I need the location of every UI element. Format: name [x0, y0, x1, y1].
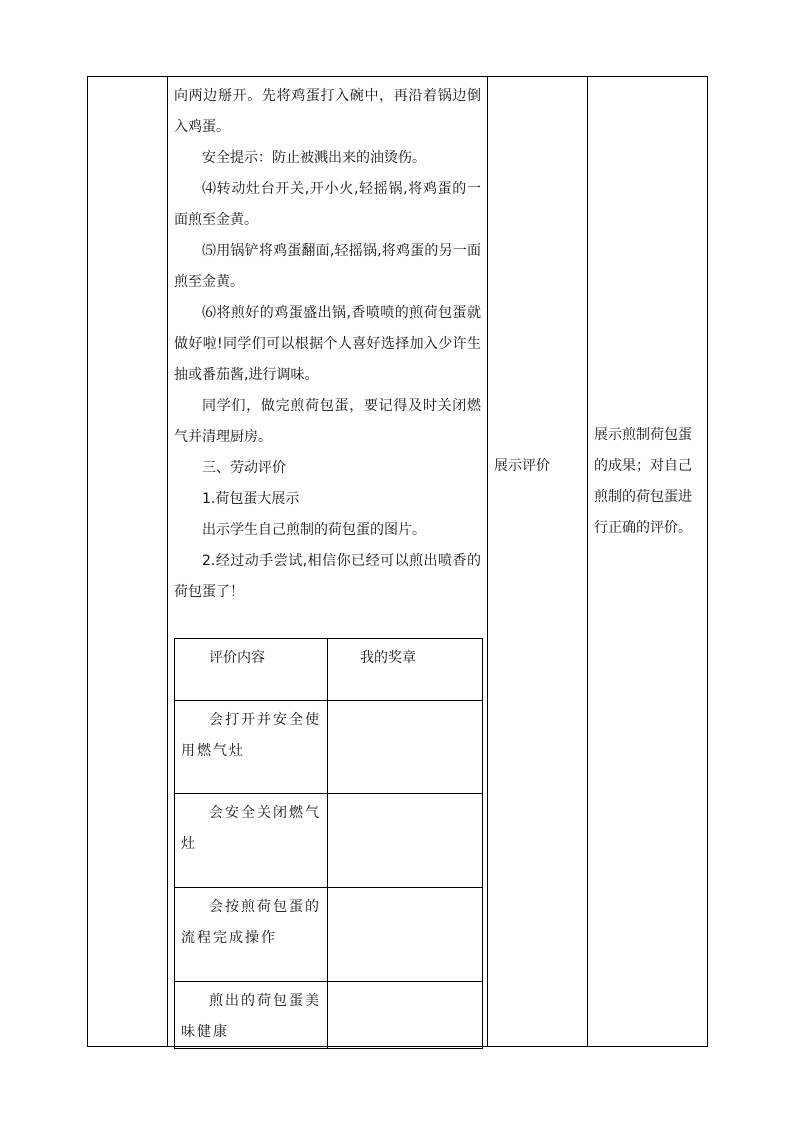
teaching-content-cell [168, 77, 488, 1047]
evaluation-header-content: 评价内容 [175, 639, 328, 701]
design-intent-cell [588, 77, 708, 1047]
cleanup-paragraph: 同学们，做完煎荷包蛋，要记得及时关闭燃气并清理厨房。 [174, 398, 481, 445]
evaluation-row [175, 888, 483, 982]
evaluation-table [174, 638, 483, 1049]
evaluation-header-row [175, 639, 483, 701]
medal-cell [328, 982, 483, 1049]
step-4-paragraph: ⑷转动灶台开关,开小火,轻摇锅,将鸡蛋的一面煎至金黄。 [174, 181, 481, 228]
subsection-2-paragraph: 2.经过动手尝试,相信你已经可以煎出喷香的荷包蛋了！ [174, 553, 481, 600]
stage-cell [88, 77, 168, 1047]
lesson-plan-table [87, 76, 708, 1047]
evaluation-item: 会打开并安全使用燃气灶 [175, 701, 328, 794]
evaluation-row [175, 701, 483, 794]
lesson-plan-row [88, 77, 708, 1047]
evaluation-header-medal: 我的奖章 [328, 639, 483, 701]
medal-cell [328, 794, 483, 888]
evaluation-row [175, 982, 483, 1049]
student-activity-cell [488, 77, 588, 1047]
step-5-paragraph: ⑸用锅铲将鸡蛋翻面,轻摇锅,将鸡蛋的另一面煎至金黄。 [174, 243, 481, 290]
medal-cell [328, 888, 483, 982]
safety-tip-paragraph: 安全提示：防止被溅出来的油烫伤。 [202, 150, 426, 166]
design-intent-text: 展示煎制荷包蛋的成果；对自己煎制的荷包蛋进行正确的评价。 [594, 427, 692, 536]
evaluation-item: 会安全关闭燃气灶 [175, 794, 328, 888]
evaluation-item: 煎出的荷包蛋美味健康 [175, 982, 328, 1049]
subsection-1-heading: 1.荷包蛋大展示 [202, 491, 300, 507]
student-activity-text: 展示评价 [494, 458, 550, 474]
evaluation-row [175, 794, 483, 888]
content-paragraph: 向两边掰开。先将鸡蛋打入碗中，再沿着锅边倒入鸡蛋。 [174, 88, 481, 135]
teaching-content-text [168, 77, 487, 608]
medal-cell [328, 701, 483, 794]
evaluation-item: 会按煎荷包蛋的流程完成操作 [175, 888, 328, 982]
step-6-paragraph: ⑹将煎好的鸡蛋盛出锅,香喷喷的煎荷包蛋就做好啦!同学们可以根据个人喜好选择加入少许生抽或番茄酱,进行调味。 [174, 305, 481, 383]
show-pictures-paragraph: 出示学生自己煎制的荷包蛋的图片。 [202, 522, 426, 538]
section-heading: 三、劳动评价 [202, 460, 286, 476]
